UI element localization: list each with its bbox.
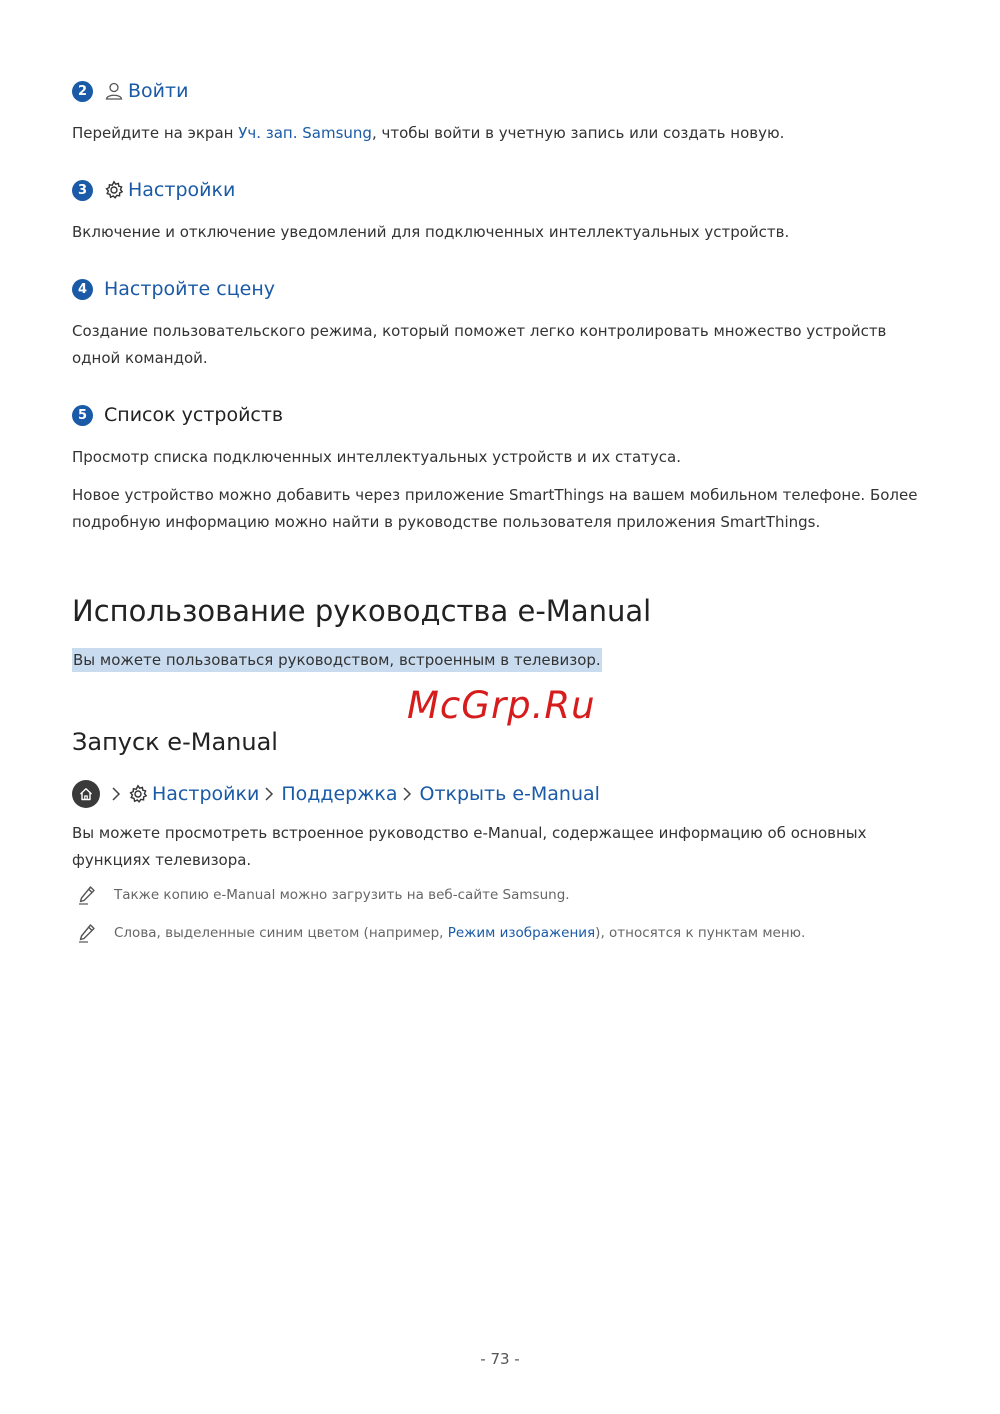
device-list-add-info: Новое устройство можно добавить через приложение SmartThings на вашем мобильном телефоне. Более подробную информацию можно найти в руководстве пользователя приложения SmartThings. bbox=[72, 486, 918, 531]
scene-description: Создание пользовательского режима, который поможет легко контролировать множество устройств одной командой. bbox=[72, 322, 887, 367]
scene-link[interactable]: Настройте сцену bbox=[104, 278, 276, 300]
device-list-description: Просмотр списка подключенных интеллектуальных устройств и их статуса. bbox=[72, 448, 681, 466]
person-icon bbox=[104, 81, 124, 101]
breadcrumb-support[interactable]: Поддержка bbox=[281, 783, 398, 805]
breadcrumb bbox=[72, 780, 600, 808]
section-heading-device-list bbox=[72, 404, 283, 426]
gear-icon bbox=[128, 784, 148, 804]
home-icon[interactable] bbox=[72, 780, 100, 808]
step-number-badge: 5 bbox=[72, 405, 93, 426]
pencil-icon bbox=[78, 885, 98, 905]
emanual-description: Вы можете просмотреть встроенное руководство e-Manual, содержащее информацию об основных функциях телевизора. bbox=[72, 824, 867, 869]
note-text: Также копию e-Manual можно загрузить на веб-сайте Samsung. bbox=[114, 887, 570, 903]
breadcrumb-settings[interactable]: Настройки bbox=[152, 783, 260, 805]
page-title: Использование руководства e-Manual bbox=[72, 594, 652, 628]
note-item bbox=[78, 885, 570, 905]
page-number: - 73 - bbox=[480, 1350, 520, 1368]
sign-in-link[interactable]: Войти bbox=[128, 80, 189, 102]
step-number-badge: 2 bbox=[72, 81, 93, 102]
samsung-account-link[interactable]: Уч. зап. Samsung bbox=[238, 124, 372, 142]
sign-in-description bbox=[72, 120, 932, 147]
section-title: Запуск e-Manual bbox=[72, 728, 278, 756]
section-heading-scene bbox=[72, 278, 275, 300]
settings-description: Включение и отключение уведомлений для подключенных интеллектуальных устройств. bbox=[72, 223, 790, 241]
device-list-title: Список устройств bbox=[104, 404, 284, 426]
highlighted-intro: Вы можете пользоваться руководством, встроенным в телевизор. bbox=[72, 648, 602, 672]
section-heading-sign-in bbox=[72, 80, 188, 102]
pencil-icon bbox=[78, 923, 98, 943]
text-segment: Перейдите на экран bbox=[72, 124, 239, 142]
text-segment: Слова, выделенные синим цветом (например, bbox=[114, 925, 448, 941]
gear-icon bbox=[104, 180, 124, 200]
step-number-badge: 4 bbox=[72, 279, 93, 300]
note-item bbox=[78, 923, 805, 943]
watermark: McGrp.Ru bbox=[407, 684, 596, 727]
settings-link[interactable]: Настройки bbox=[128, 179, 236, 201]
picture-mode-link[interactable]: Режим изображения bbox=[447, 925, 596, 941]
note-text bbox=[114, 925, 805, 941]
step-number-badge: 3 bbox=[72, 180, 93, 201]
chevron-right-icon bbox=[402, 786, 412, 802]
chevron-right-icon bbox=[264, 786, 274, 802]
text-segment: ), относятся к пунктам меню. bbox=[595, 925, 806, 941]
section-heading-settings bbox=[72, 179, 235, 201]
chevron-right-icon bbox=[111, 786, 121, 802]
breadcrumb-open-emanual[interactable]: Открыть e-Manual bbox=[419, 783, 600, 805]
text-segment: , чтобы войти в учетную запись или создать новую. bbox=[371, 124, 785, 142]
